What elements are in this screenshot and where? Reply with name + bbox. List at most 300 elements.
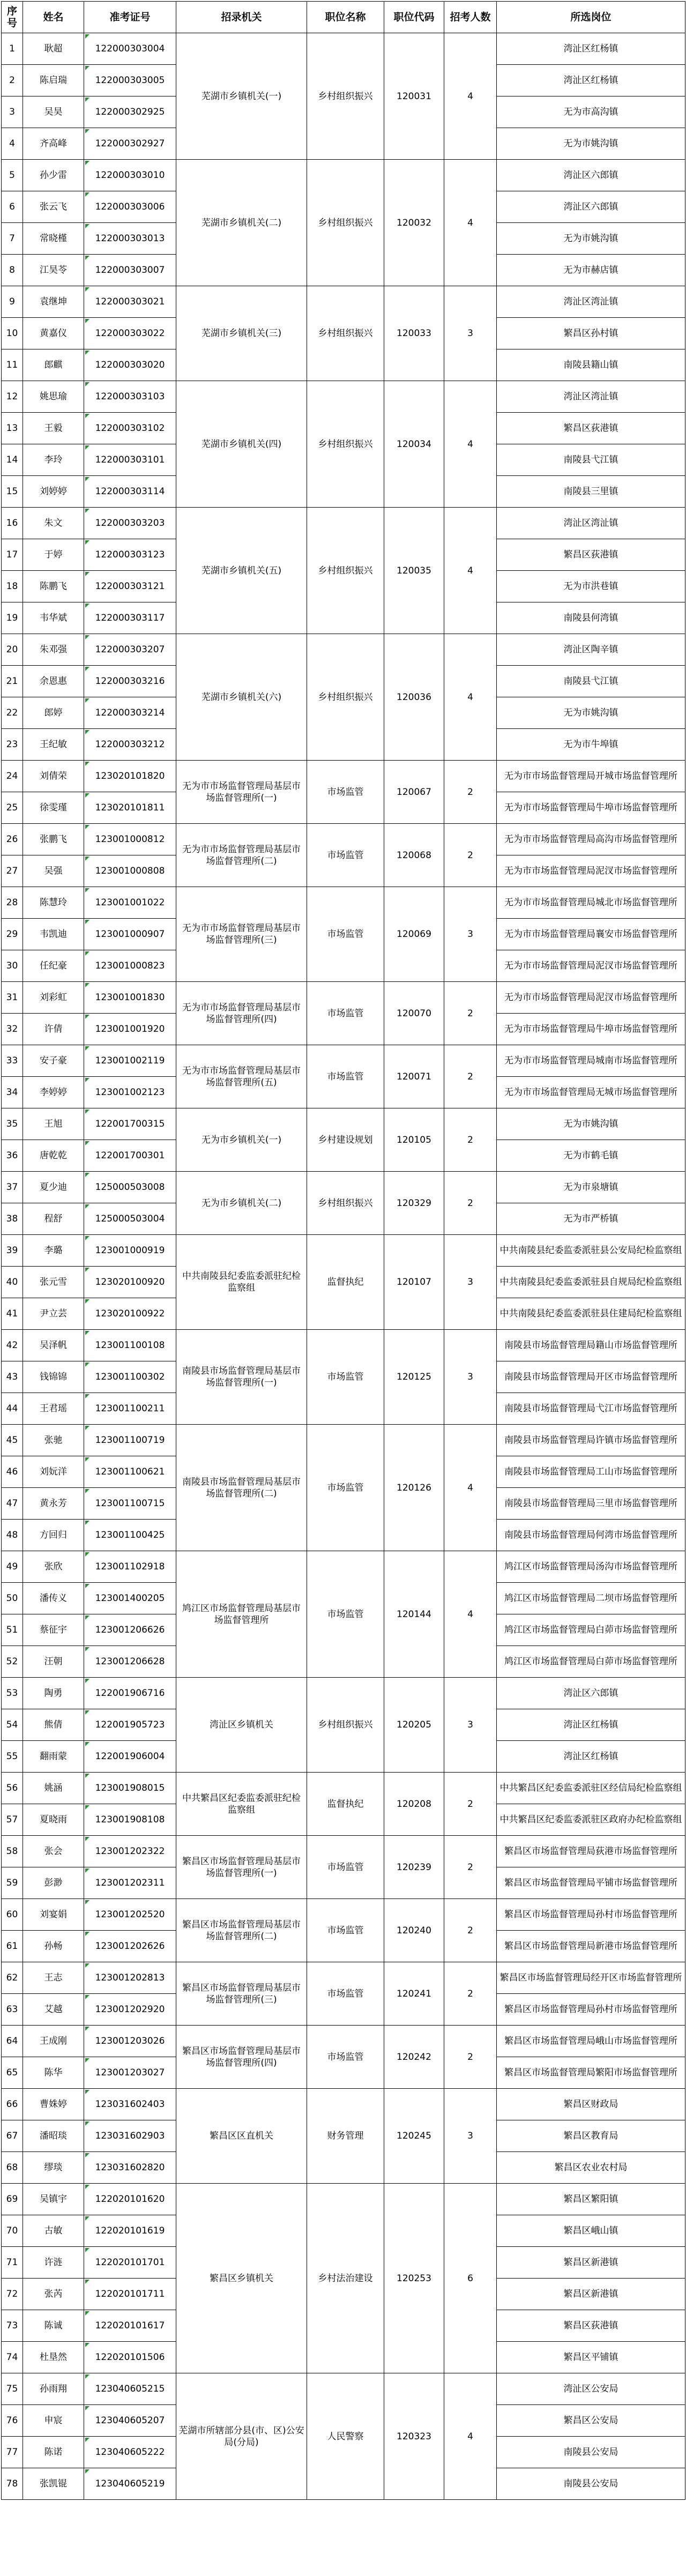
table-header xyxy=(2,2,685,33)
recruit-quota: 4 xyxy=(444,634,497,761)
candidate-name: 耿超 xyxy=(23,33,84,65)
selected-post: 中共南陵县纪委监委派驻县自规局纪检监察组 xyxy=(497,1267,685,1298)
row-no: 68 xyxy=(2,2152,23,2184)
candidate-name: 袁继坤 xyxy=(23,286,84,318)
recruit-quota: 2 xyxy=(444,1172,497,1235)
recruit-quota: 3 xyxy=(444,1235,497,1330)
candidate-name: 江昊苓 xyxy=(23,255,84,286)
exam-number: 123001203026 xyxy=(84,2026,176,2057)
selected-post: 无为市市场监督管理局襄安市场监督管理所 xyxy=(497,919,685,950)
candidate-name: 陈启瑞 xyxy=(23,65,84,96)
selected-post: 繁昌区市场监督管理局孙村市场监督管理所 xyxy=(497,1899,685,1931)
recruiting-unit: 芜湖市所辖部分县(市、区)公安局(分局) xyxy=(176,2373,307,2500)
row-no: 65 xyxy=(2,2057,23,2089)
position-code: 120107 xyxy=(384,1235,444,1330)
selected-post: 湾沚区红杨镇 xyxy=(497,1709,685,1741)
recruit-quota: 4 xyxy=(444,1551,497,1678)
candidate-name: 潘传义 xyxy=(23,1583,84,1614)
exam-number: 123001206626 xyxy=(84,1614,176,1646)
candidate-name: 常晓槿 xyxy=(23,223,84,255)
row-no: 58 xyxy=(2,1836,23,1867)
selected-post: 南陵县公安局 xyxy=(497,2468,685,2500)
selected-post: 繁昌区峨山镇 xyxy=(497,2215,685,2247)
exam-number: 123001000919 xyxy=(84,1235,176,1267)
selected-post: 鸠江区市场监督管理局白茆市场监督管理所 xyxy=(497,1614,685,1646)
recruiting-unit: 无为市乡镇机关(二) xyxy=(176,1172,307,1235)
selected-post: 无为市市场监督管理局城北市场监督管理所 xyxy=(497,887,685,919)
position-code: 120032 xyxy=(384,160,444,286)
row-no: 46 xyxy=(2,1456,23,1488)
recruit-quota: 4 xyxy=(444,33,497,160)
selected-post: 繁昌区平铺镇 xyxy=(497,2342,685,2373)
candidate-name: 孙畅 xyxy=(23,1931,84,1962)
selected-post: 中共南陵县纪委监委派驻县公安局纪检监察组 xyxy=(497,1235,685,1267)
recruiting-unit: 无为市市场监督管理局基层市场监督管理所(五) xyxy=(176,1045,307,1108)
recruiting-unit: 无为市市场监督管理局基层市场监督管理所(一) xyxy=(176,761,307,824)
exam-number: 122000303102 xyxy=(84,413,176,444)
selected-post: 无为市赫店镇 xyxy=(497,255,685,286)
row-no: 28 xyxy=(2,887,23,919)
selected-post: 南陵县市场监督管理局弋江市场监督管理所 xyxy=(497,1393,685,1425)
row-no: 1 xyxy=(2,33,23,65)
selected-post: 繁昌区市场监督管理局繁阳市场监督管理所 xyxy=(497,2057,685,2089)
exam-number: 123001001920 xyxy=(84,1014,176,1045)
recruiting-unit: 繁昌区市场监督管理局基层市场监督管理所(一) xyxy=(176,1836,307,1899)
recruit-quota: 2 xyxy=(444,2026,497,2089)
row-no: 73 xyxy=(2,2310,23,2342)
exam-number: 123001100719 xyxy=(84,1425,176,1456)
recruiting-unit: 无为市市场监督管理局基层市场监督管理所(二) xyxy=(176,824,307,887)
selected-post: 南陵县市场监督管理局许镇市场监督管理所 xyxy=(497,1425,685,1456)
selected-post: 南陵县三里镇 xyxy=(497,476,685,508)
candidate-name: 许涟 xyxy=(23,2247,84,2279)
exam-number: 123001000808 xyxy=(84,855,176,887)
candidate-name: 吴镇宇 xyxy=(23,2184,84,2215)
row-no: 21 xyxy=(2,666,23,697)
row-no: 39 xyxy=(2,1235,23,1267)
recruiting-unit: 芜湖市乡镇机关(二) xyxy=(176,160,307,286)
candidate-name: 韦凯迪 xyxy=(23,919,84,950)
exam-number: 122000303117 xyxy=(84,602,176,634)
selected-post: 无为市市场监督管理局泥汊市场监督管理所 xyxy=(497,950,685,982)
row-no: 30 xyxy=(2,950,23,982)
selected-post: 鸠江区市场监督管理局二坝市场监督管理所 xyxy=(497,1583,685,1614)
recruiting-unit: 南陵县市场监督管理局基层市场监督管理所(二) xyxy=(176,1425,307,1551)
exam-number: 122000303022 xyxy=(84,318,176,349)
row-no: 24 xyxy=(2,761,23,792)
position-code: 120126 xyxy=(384,1425,444,1551)
exam-number: 123001100621 xyxy=(84,1456,176,1488)
row-no: 26 xyxy=(2,824,23,855)
row-no: 67 xyxy=(2,2120,23,2152)
exam-number: 122020101701 xyxy=(84,2247,176,2279)
position-name: 乡村组织振兴 xyxy=(307,286,384,381)
candidate-name: 汪朝 xyxy=(23,1646,84,1678)
candidate-name: 刘倩荣 xyxy=(23,761,84,792)
selected-post: 鸠江区市场监督管理局汤沟市场监督管理所 xyxy=(497,1551,685,1583)
exam-number: 122000303007 xyxy=(84,255,176,286)
row-no: 48 xyxy=(2,1520,23,1551)
position-name: 乡村组织振兴 xyxy=(307,1172,384,1235)
recruiting-unit: 无为市市场监督管理局基层市场监督管理所(四) xyxy=(176,982,307,1045)
row-no: 43 xyxy=(2,1361,23,1393)
position-code: 120125 xyxy=(384,1330,444,1425)
selected-post: 无为市洪巷镇 xyxy=(497,571,685,602)
candidate-name: 陈华 xyxy=(23,2057,84,2089)
exam-number: 122000303101 xyxy=(84,444,176,476)
position-code: 120036 xyxy=(384,634,444,761)
position-name: 监督执纪 xyxy=(307,1235,384,1330)
recruit-quota: 2 xyxy=(444,982,497,1045)
candidate-name: 古敏 xyxy=(23,2215,84,2247)
row-no: 54 xyxy=(2,1709,23,1741)
row-no: 40 xyxy=(2,1267,23,1298)
table-row xyxy=(2,508,685,539)
position-name: 监督执纪 xyxy=(307,1773,384,1836)
candidate-name: 钱锦锦 xyxy=(23,1361,84,1393)
candidate-name: 潘昭琰 xyxy=(23,2120,84,2152)
exam-number: 123001202322 xyxy=(84,1836,176,1867)
selected-post: 中共南陵县纪委监委派驻县住建局纪检监察组 xyxy=(497,1298,685,1330)
recruit-quota: 2 xyxy=(444,1899,497,1962)
candidate-name: 刘彩虹 xyxy=(23,982,84,1014)
row-no: 16 xyxy=(2,508,23,539)
position-name: 财务管理 xyxy=(307,2089,384,2184)
selected-post: 繁昌区公安局 xyxy=(497,2405,685,2437)
candidate-name: 孙少雷 xyxy=(23,160,84,191)
row-no: 27 xyxy=(2,855,23,887)
table-row xyxy=(2,761,685,792)
selected-post: 繁昌区新港镇 xyxy=(497,2279,685,2310)
row-no: 76 xyxy=(2,2405,23,2437)
candidate-name: 姚思瑜 xyxy=(23,381,84,413)
table-row xyxy=(2,1235,685,1267)
selected-post: 湾沚区湾沚镇 xyxy=(497,286,685,318)
position-name: 市场监管 xyxy=(307,1425,384,1551)
position-name: 市场监管 xyxy=(307,824,384,887)
row-no: 5 xyxy=(2,160,23,191)
position-code: 120031 xyxy=(384,33,444,160)
candidate-name: 孙雨翔 xyxy=(23,2373,84,2405)
table-row xyxy=(2,982,685,1014)
exam-number: 122000303216 xyxy=(84,666,176,697)
header-choice: 所选岗位 xyxy=(497,2,685,33)
selected-post: 无为市市场监督管理局城南市场监督管理所 xyxy=(497,1045,685,1077)
exam-number: 123001206628 xyxy=(84,1646,176,1678)
table-row xyxy=(2,1551,685,1583)
candidate-name: 刘宴娟 xyxy=(23,1899,84,1931)
candidate-name: 郎婷 xyxy=(23,697,84,729)
position-code: 120034 xyxy=(384,381,444,508)
position-name: 市场监管 xyxy=(307,1899,384,1962)
selected-post: 中共繁昌区纪委监委派驻区经信局纪检监察组 xyxy=(497,1773,685,1804)
exam-number: 125000503008 xyxy=(84,1172,176,1203)
row-no: 2 xyxy=(2,65,23,96)
position-code: 120253 xyxy=(384,2184,444,2373)
row-no: 32 xyxy=(2,1014,23,1045)
position-name: 乡村组织振兴 xyxy=(307,33,384,160)
position-name: 市场监管 xyxy=(307,887,384,982)
exam-number: 123040605207 xyxy=(84,2405,176,2437)
recruiting-unit: 中共繁昌区纪委监委派驻纪检监察组 xyxy=(176,1773,307,1836)
recruiting-unit: 无为市乡镇机关(一) xyxy=(176,1108,307,1172)
row-no: 50 xyxy=(2,1583,23,1614)
position-name: 人民警察 xyxy=(307,2373,384,2500)
candidate-name: 王成刚 xyxy=(23,2026,84,2057)
exam-number: 122000303020 xyxy=(84,349,176,381)
selected-post: 湾沚区六郎镇 xyxy=(497,160,685,191)
table-body xyxy=(2,33,685,2500)
selected-post: 繁昌区荻港镇 xyxy=(497,2310,685,2342)
exam-number: 122020101620 xyxy=(84,2184,176,2215)
exam-number: 123020100922 xyxy=(84,1298,176,1330)
candidate-name: 许倩 xyxy=(23,1014,84,1045)
table-row xyxy=(2,887,685,919)
exam-number: 122000303214 xyxy=(84,697,176,729)
candidate-name: 王纪敏 xyxy=(23,729,84,761)
row-no: 70 xyxy=(2,2215,23,2247)
selected-post: 无为市市场监督管理局开城市场监督管理所 xyxy=(497,761,685,792)
exam-number: 122001906004 xyxy=(84,1741,176,1773)
row-no: 74 xyxy=(2,2342,23,2373)
row-no: 11 xyxy=(2,349,23,381)
row-no: 18 xyxy=(2,571,23,602)
exam-number: 123001202626 xyxy=(84,1931,176,1962)
selected-post: 繁昌区市场监督管理局孙村市场监督管理所 xyxy=(497,1994,685,2026)
candidate-name: 陈鹏飞 xyxy=(23,571,84,602)
candidate-name: 姚涵 xyxy=(23,1773,84,1804)
row-no: 36 xyxy=(2,1140,23,1172)
position-code: 120241 xyxy=(384,1962,444,2026)
row-no: 6 xyxy=(2,191,23,223)
row-no: 60 xyxy=(2,1899,23,1931)
exam-number: 122001700315 xyxy=(84,1108,176,1140)
selected-post: 繁昌区新港镇 xyxy=(497,2247,685,2279)
row-no: 31 xyxy=(2,982,23,1014)
selected-post: 繁昌区农业农村局 xyxy=(497,2152,685,2184)
selected-post: 繁昌区市场监督管理局经开区市场监督管理所 xyxy=(497,1962,685,1994)
exam-number: 123040605215 xyxy=(84,2373,176,2405)
row-no: 9 xyxy=(2,286,23,318)
selected-post: 繁昌区市场监督管理局荻港市场监督管理所 xyxy=(497,1836,685,1867)
table-row xyxy=(2,381,685,413)
candidate-name: 齐高峰 xyxy=(23,128,84,160)
exam-number: 123001202311 xyxy=(84,1867,176,1899)
exam-number: 123001100211 xyxy=(84,1393,176,1425)
candidate-name: 王旭 xyxy=(23,1108,84,1140)
row-no: 78 xyxy=(2,2468,23,2500)
exam-number: 122001700301 xyxy=(84,1140,176,1172)
row-no: 72 xyxy=(2,2279,23,2310)
selected-post: 湾沚区红杨镇 xyxy=(497,33,685,65)
table-row xyxy=(2,1108,685,1140)
row-no: 42 xyxy=(2,1330,23,1361)
row-no: 61 xyxy=(2,1931,23,1962)
exam-number: 122020101619 xyxy=(84,2215,176,2247)
header-quota: 招考人数 xyxy=(444,2,497,33)
selected-post: 无为市牛埠镇 xyxy=(497,729,685,761)
candidate-name: 刘妧洋 xyxy=(23,1456,84,1488)
exam-number: 123001001022 xyxy=(84,887,176,919)
recruit-quota: 4 xyxy=(444,1425,497,1551)
position-code: 120205 xyxy=(384,1678,444,1773)
selected-post: 南陵县市场监督管理局何湾市场监督管理所 xyxy=(497,1520,685,1551)
table-row xyxy=(2,1678,685,1709)
recruiting-unit: 中共南陵县纪委监委派驻纪检监察组 xyxy=(176,1235,307,1330)
candidate-name: 王毅 xyxy=(23,413,84,444)
row-no: 53 xyxy=(2,1678,23,1709)
selected-post: 南陵县市场监督管理局籍山市场监督管理所 xyxy=(497,1330,685,1361)
selected-post: 无为市市场监督管理局牛埠市场监督管理所 xyxy=(497,1014,685,1045)
position-code: 120068 xyxy=(384,824,444,887)
selected-post: 繁昌区繁阳镇 xyxy=(497,2184,685,2215)
selected-post: 无为市姚沟镇 xyxy=(497,128,685,160)
exam-number: 122000303005 xyxy=(84,65,176,96)
exam-number: 122000303103 xyxy=(84,381,176,413)
recruit-quota: 3 xyxy=(444,286,497,381)
exam-number: 123001000823 xyxy=(84,950,176,982)
exam-number: 123001202813 xyxy=(84,1962,176,1994)
recruiting-unit: 芜湖市乡镇机关(五) xyxy=(176,508,307,634)
row-no: 71 xyxy=(2,2247,23,2279)
candidate-name: 张云飞 xyxy=(23,191,84,223)
selected-post: 无为市姚沟镇 xyxy=(497,223,685,255)
selected-post: 繁昌区市场监督管理局峨山市场监督管理所 xyxy=(497,2026,685,2057)
row-no: 69 xyxy=(2,2184,23,2215)
row-no: 15 xyxy=(2,476,23,508)
recruit-quota: 4 xyxy=(444,2373,497,2500)
exam-number: 122000302925 xyxy=(84,96,176,128)
candidate-name: 夏少迪 xyxy=(23,1172,84,1203)
exam-number: 123001100108 xyxy=(84,1330,176,1361)
exam-number: 123001908015 xyxy=(84,1773,176,1804)
recruiting-unit: 芜湖市乡镇机关(四) xyxy=(176,381,307,508)
recruit-quota: 3 xyxy=(444,2089,497,2184)
table-row xyxy=(2,1836,685,1867)
candidate-name: 朱文 xyxy=(23,508,84,539)
row-no: 41 xyxy=(2,1298,23,1330)
row-no: 35 xyxy=(2,1108,23,1140)
candidate-name: 彭渺 xyxy=(23,1867,84,1899)
exam-number: 123040605219 xyxy=(84,2468,176,2500)
exam-number: 123001202920 xyxy=(84,1994,176,2026)
exam-number: 123001400205 xyxy=(84,1583,176,1614)
recruiting-unit: 繁昌区乡镇机关 xyxy=(176,2184,307,2373)
exam-number: 123001100715 xyxy=(84,1488,176,1520)
table-row xyxy=(2,1962,685,1994)
exam-number: 123001202520 xyxy=(84,1899,176,1931)
candidate-name: 陈慧玲 xyxy=(23,887,84,919)
selected-post: 湾沚区湾沚镇 xyxy=(497,381,685,413)
selected-post: 无为市市场监督管理局无城市场监督管理所 xyxy=(497,1077,685,1108)
selected-post: 繁昌区荻港镇 xyxy=(497,413,685,444)
row-no: 34 xyxy=(2,1077,23,1108)
candidate-name: 郎麒 xyxy=(23,349,84,381)
recruit-quota: 4 xyxy=(444,508,497,634)
candidate-name: 蔡征宇 xyxy=(23,1614,84,1646)
table-row xyxy=(2,824,685,855)
exam-number: 122000303121 xyxy=(84,571,176,602)
exam-number: 123001100302 xyxy=(84,1361,176,1393)
position-name: 市场监管 xyxy=(307,2026,384,2089)
recruit-quota: 2 xyxy=(444,1836,497,1899)
candidate-name: 余恩惠 xyxy=(23,666,84,697)
candidate-name: 缪琰 xyxy=(23,2152,84,2184)
row-no: 7 xyxy=(2,223,23,255)
candidate-name: 王君瑶 xyxy=(23,1393,84,1425)
exam-number: 122000303114 xyxy=(84,476,176,508)
recruiting-unit: 无为市市场监督管理局基层市场监督管理所(三) xyxy=(176,887,307,982)
table-row xyxy=(2,2184,685,2215)
selected-post: 无为市市场监督管理局牛埠市场监督管理所 xyxy=(497,792,685,824)
header-exam-no: 准考证号 xyxy=(84,2,176,33)
exam-number: 123020100920 xyxy=(84,1267,176,1298)
recruit-quota: 3 xyxy=(444,1678,497,1773)
row-no: 13 xyxy=(2,413,23,444)
table-row xyxy=(2,1172,685,1203)
candidate-name: 张欣 xyxy=(23,1551,84,1583)
selected-post: 繁昌区市场监督管理局新港市场监督管理所 xyxy=(497,1931,685,1962)
row-no: 33 xyxy=(2,1045,23,1077)
header-unit: 招录机关 xyxy=(176,2,307,33)
candidate-name: 吴强 xyxy=(23,855,84,887)
selected-post: 南陵县公安局 xyxy=(497,2437,685,2468)
position-name: 市场监管 xyxy=(307,1045,384,1108)
position-name: 市场监管 xyxy=(307,761,384,824)
row-no: 52 xyxy=(2,1646,23,1678)
exam-number: 123031602820 xyxy=(84,2152,176,2184)
selected-post: 南陵县市场监督管理局工山市场监督管理所 xyxy=(497,1456,685,1488)
selected-post: 繁昌区财政局 xyxy=(497,2089,685,2120)
exam-number: 122000303203 xyxy=(84,508,176,539)
position-name: 市场监管 xyxy=(307,1962,384,2026)
recruit-quota: 4 xyxy=(444,381,497,508)
row-no: 77 xyxy=(2,2437,23,2468)
selected-post: 湾沚区红杨镇 xyxy=(497,1741,685,1773)
exam-number: 122001905723 xyxy=(84,1709,176,1741)
selected-post: 无为市泉塘镇 xyxy=(497,1172,685,1203)
row-no: 63 xyxy=(2,1994,23,2026)
selected-post: 南陵县市场监督管理局三里市场监督管理所 xyxy=(497,1488,685,1520)
selected-post: 南陵县市场监督管理局开区市场监督管理所 xyxy=(497,1361,685,1393)
position-code: 120245 xyxy=(384,2089,444,2184)
position-name: 乡村组织振兴 xyxy=(307,160,384,286)
selected-post: 繁昌区市场监督管理局平铺市场监督管理所 xyxy=(497,1867,685,1899)
recruit-quota: 2 xyxy=(444,1962,497,2026)
exam-number: 122000303006 xyxy=(84,191,176,223)
exam-number: 123020101820 xyxy=(84,761,176,792)
row-no: 19 xyxy=(2,602,23,634)
selected-post: 中共繁昌区纪委监委派驻区政府办纪检监察组 xyxy=(497,1804,685,1836)
position-code: 120329 xyxy=(384,1172,444,1235)
candidate-name: 张鹏飞 xyxy=(23,824,84,855)
candidate-name: 王志 xyxy=(23,1962,84,1994)
candidate-name: 李婷婷 xyxy=(23,1077,84,1108)
selected-post: 繁昌区荻港镇 xyxy=(497,539,685,571)
candidate-name: 艾越 xyxy=(23,1994,84,2026)
candidate-name: 朱邓强 xyxy=(23,634,84,666)
candidate-name: 于婷 xyxy=(23,539,84,571)
candidate-name: 陈诺 xyxy=(23,2437,84,2468)
selected-post: 湾沚区公安局 xyxy=(497,2373,685,2405)
position-name: 乡村组织振兴 xyxy=(307,381,384,508)
row-no: 3 xyxy=(2,96,23,128)
candidate-name: 唐乾乾 xyxy=(23,1140,84,1172)
position-code: 120035 xyxy=(384,508,444,634)
position-code: 120323 xyxy=(384,2373,444,2500)
candidate-name: 李玲 xyxy=(23,444,84,476)
candidate-table xyxy=(1,1,685,2500)
